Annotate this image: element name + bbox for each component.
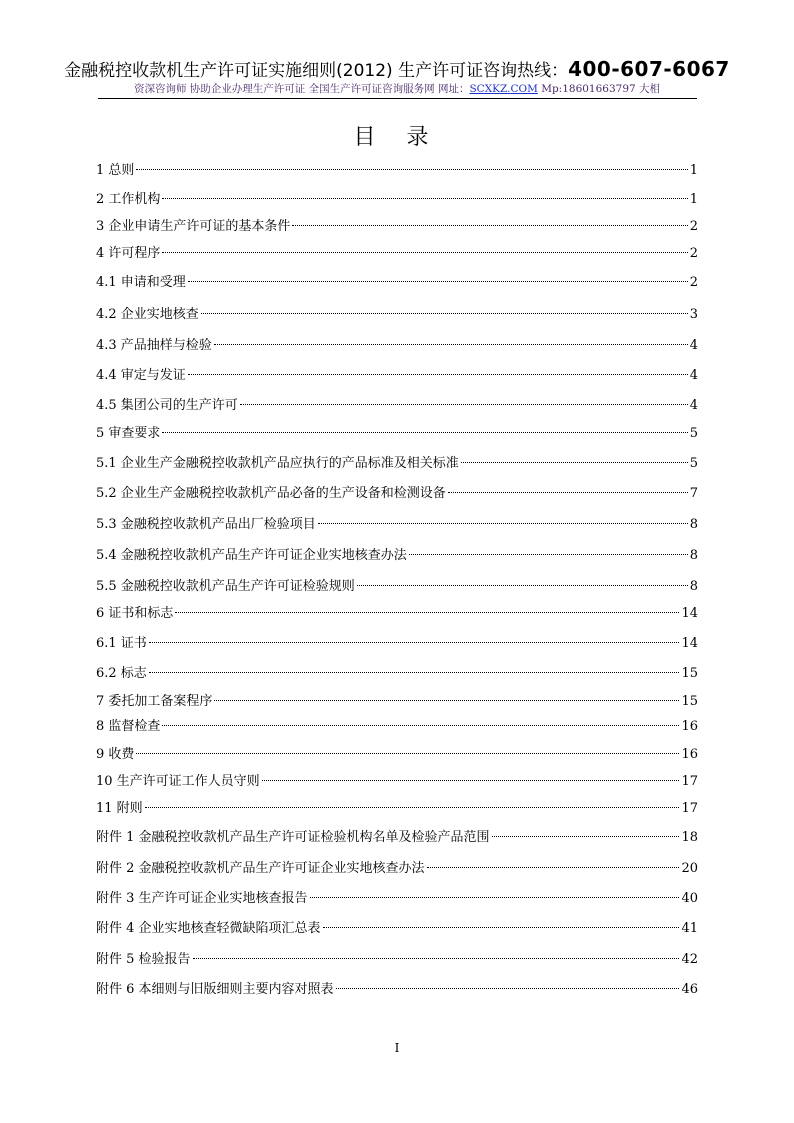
- toc-dot-leader: [461, 462, 688, 463]
- document-header-title: [0, 58, 794, 82]
- toc-dot-leader: [162, 725, 679, 726]
- toc-entry-page: 8: [689, 579, 698, 594]
- toc-entry-page: 7: [689, 486, 698, 501]
- toc-entry[interactable]: [96, 576, 698, 598]
- toc-entry[interactable]: [96, 949, 698, 971]
- toc-entry-page: 42: [681, 952, 698, 967]
- toc-entry-page: 16: [681, 747, 698, 762]
- toc-entry-page: 40: [681, 891, 698, 906]
- toc-title: 目 录: [353, 125, 441, 150]
- toc-entry[interactable]: [96, 716, 698, 738]
- toc-entry-page: 1: [689, 163, 698, 178]
- toc-entry-page: 46: [681, 982, 698, 997]
- toc-entry-label: 5.2 企业生产金融税控收款机产品必备的生产设备和检测设备: [96, 486, 446, 501]
- toc-entry[interactable]: [96, 858, 698, 880]
- toc-entry-page: 2: [689, 246, 698, 261]
- toc-dot-leader: [336, 988, 680, 989]
- toc-entry-page: 8: [689, 548, 698, 563]
- toc-entry[interactable]: [96, 603, 698, 625]
- toc-entry-page: 5: [689, 456, 698, 471]
- toc-entry[interactable]: [96, 691, 698, 713]
- toc-entry-page: 4: [689, 368, 698, 383]
- toc-entry[interactable]: [96, 365, 698, 387]
- toc-entry[interactable]: [96, 798, 698, 820]
- toc-entry-page: 4: [689, 338, 698, 353]
- toc-entry-label: 5.5 金融税控收款机产品生产许可证检验规则: [96, 579, 355, 594]
- header-sub-text: 资深咨询师 协助企业办理生产许可证 全国生产许可证咨询服务网 网址：: [133, 83, 470, 95]
- toc-entry-label: 5.4 金融税控收款机产品生产许可证企业实地核查办法: [96, 548, 407, 563]
- toc-entry[interactable]: [96, 514, 698, 536]
- toc-dot-leader: [292, 225, 687, 226]
- toc-entry-label: 4.3 产品抽样与检验: [96, 338, 212, 353]
- toc-dot-leader: [492, 836, 680, 837]
- toc-entry-label: 6 证书和标志: [96, 606, 174, 621]
- toc-entry-page: 15: [681, 666, 698, 681]
- toc-entry-page: 17: [681, 801, 698, 816]
- toc-entry[interactable]: [96, 160, 698, 182]
- toc-entry-page: 3: [689, 307, 698, 322]
- toc-dot-leader: [162, 432, 687, 433]
- toc-entry-page: 20: [681, 861, 698, 876]
- toc-entry[interactable]: [96, 771, 698, 793]
- toc-dot-leader: [145, 807, 680, 808]
- document-header-subline: [98, 82, 696, 96]
- toc-entry-label: 5.3 金融税控收款机产品出厂检验项目: [96, 517, 316, 532]
- toc-entry-page: 2: [689, 219, 698, 234]
- toc-entry[interactable]: [96, 423, 698, 445]
- toc-dot-leader: [409, 554, 688, 555]
- toc-entry[interactable]: [96, 545, 698, 567]
- toc-entry[interactable]: [96, 663, 698, 685]
- toc-entry-label: 2 工作机构: [96, 192, 161, 207]
- toc-entry[interactable]: [96, 827, 698, 849]
- header-divider: [98, 98, 697, 99]
- toc-entry-label: 3 企业申请生产许可证的基本条件: [96, 219, 291, 234]
- toc-entry-page: 15: [681, 694, 698, 709]
- toc-entry-page: 8: [689, 517, 698, 532]
- toc-entry[interactable]: [96, 272, 698, 294]
- toc-entry-label: 4 许可程序: [96, 246, 161, 261]
- page-number: I: [394, 1041, 400, 1055]
- toc-entry[interactable]: [96, 744, 698, 766]
- toc-entry-label: 附件 4 企业实地核查轻微缺陷项汇总表: [96, 921, 321, 936]
- toc-dot-leader: [310, 897, 680, 898]
- toc-dot-leader: [136, 169, 687, 170]
- toc-entry[interactable]: [96, 395, 698, 417]
- toc-entry-label: 6.2 标志: [96, 666, 147, 681]
- toc-entry[interactable]: [96, 483, 698, 505]
- toc-entry[interactable]: [96, 633, 698, 655]
- toc-entry[interactable]: [96, 335, 698, 357]
- toc-entry[interactable]: [96, 243, 698, 265]
- toc-entry-page: 18: [681, 830, 698, 845]
- toc-entry-label: 5.1 企业生产金融税控收款机产品应执行的产品标准及相关标准: [96, 456, 459, 471]
- toc-entry-page: 4: [689, 398, 698, 413]
- toc-entry-label: 7 委托加工备案程序: [96, 694, 213, 709]
- toc-entry-label: 6.1 证书: [96, 636, 147, 651]
- toc-dot-leader: [214, 344, 688, 345]
- toc-entry[interactable]: [96, 888, 698, 910]
- toc-entry-label: 4.4 审定与发证: [96, 368, 186, 383]
- toc-entry-page: 1: [689, 192, 698, 207]
- toc-dot-leader: [427, 867, 680, 868]
- toc-entry-label: 1 总则: [96, 163, 135, 178]
- toc-entry-page: 14: [681, 606, 698, 621]
- toc-entry-page: 5: [689, 426, 698, 441]
- toc-entry-label: 附件 2 金融税控收款机产品生产许可证企业实地核查办法: [96, 861, 425, 876]
- toc-entry[interactable]: [96, 453, 698, 475]
- toc-entry-page: 41: [681, 921, 698, 936]
- toc-dot-leader: [318, 523, 688, 524]
- header-website-link[interactable]: SCXKZ.COM: [469, 83, 538, 95]
- toc-entry[interactable]: [96, 304, 698, 326]
- toc-entry-label: 附件 1 金融税控收款机产品生产许可证检验机构名单及检验产品范围: [96, 830, 490, 845]
- toc-entry-label: 附件 6 本细则与旧版细则主要内容对照表: [96, 982, 334, 997]
- toc-dot-leader: [149, 672, 680, 673]
- toc-dot-leader: [262, 780, 680, 781]
- toc-entry-label: 8 监督检查: [96, 719, 161, 734]
- toc-entry-label: 4.2 企业实地核查: [96, 307, 199, 322]
- header-hotline: 400-607-6067: [568, 57, 730, 81]
- toc-entry[interactable]: [96, 216, 698, 238]
- toc-dot-leader: [201, 313, 688, 314]
- toc-entry-label: 11 附则: [96, 801, 143, 816]
- toc-entry[interactable]: [96, 979, 698, 1001]
- toc-entry-page: 16: [681, 719, 698, 734]
- toc-dot-leader: [162, 198, 687, 199]
- toc-dot-leader: [323, 927, 680, 928]
- toc-dot-leader: [188, 281, 688, 282]
- toc-entry-label: 附件 3 生产许可证企业实地核查报告: [96, 891, 308, 906]
- toc-entry-label: 附件 5 检验报告: [96, 952, 191, 967]
- toc-dot-leader: [357, 585, 688, 586]
- toc-dot-leader: [136, 753, 679, 754]
- toc-entry[interactable]: [96, 918, 698, 940]
- header-title-text: 金融税控收款机生产许可证实施细则(2012) 生产许可证咨询热线：: [64, 61, 569, 81]
- toc-dot-leader: [448, 492, 688, 493]
- toc-entry-label: 4.5 集团公司的生产许可: [96, 398, 238, 413]
- toc-dot-leader: [175, 612, 679, 613]
- toc-dot-leader: [214, 700, 679, 701]
- toc-dot-leader: [240, 404, 688, 405]
- toc-entry-label: 9 收费: [96, 747, 135, 762]
- toc-dot-leader: [149, 642, 680, 643]
- header-sub-tail: Mp:18601663797 大相: [537, 83, 661, 95]
- toc-entry-label: 10 生产许可证工作人员守则: [96, 774, 260, 789]
- toc-dot-leader: [188, 374, 688, 375]
- toc-entry-label: 5 审查要求: [96, 426, 161, 441]
- toc-entry[interactable]: [96, 189, 698, 211]
- toc-entry-page: 17: [681, 774, 698, 789]
- toc-entry-page: 14: [681, 636, 698, 651]
- toc-dot-leader: [193, 958, 680, 959]
- toc-entry-label: 4.1 申请和受理: [96, 275, 186, 290]
- toc-entry-page: 2: [689, 275, 698, 290]
- toc-dot-leader: [162, 252, 687, 253]
